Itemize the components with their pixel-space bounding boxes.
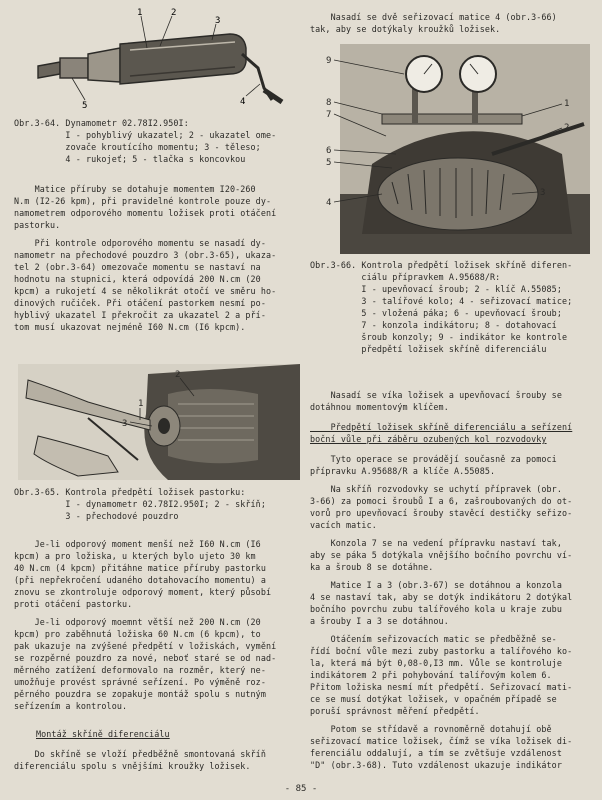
text-line: dinových ručiček. Při otáčení pastorkem nesmí po- [14, 298, 266, 308]
text-line: namometrem odporového momentu ložisek proti otáčení [14, 208, 277, 218]
text-line: "D" (obr.3-68). Tuto vzdálenost ukazuje indikátor [310, 760, 562, 770]
fig66-label-1: 1 [564, 99, 570, 109]
text-line: seřízením a kontrolou. [14, 701, 128, 711]
caption-line: 4 - rukojeť; 5 - tlačka s koncovkou [14, 154, 246, 164]
text-line: vacích matic. [310, 520, 377, 530]
text-line: Při kontrole odporového momentu se nasadí dy- [14, 238, 266, 248]
heading-line: Předpětí ložisek skříně diferenciálu a seřízení [310, 422, 573, 432]
caption-line: I - upevňovací šroub; 2 - klíč A.55085; [310, 284, 562, 294]
caption-line: Obr.3-65. Kontrola předpětí ložisek pastorku: [14, 487, 246, 497]
text-line: pěrného pouzdra se zopakuje montáž spolu s nutným [14, 689, 266, 699]
text-line: ferenciálu oddalují, a tím se zvětšuje vzdálenost [310, 748, 562, 758]
text-line: ce se musí dotýkat ložisek, v opačném případě se [310, 694, 557, 704]
text-line: se rozpěrné pouzdro za nové, neboť staré se od nad- [14, 653, 277, 663]
text-line: Tyto operace se provádějí současně za pomoci [310, 454, 557, 464]
text-line: Matice I a 3 (obr.3-67) se dotáhnou a konzola [310, 580, 562, 590]
text-line: diferenciálu spolu s vnějšími kroužky ložisek. [14, 761, 251, 771]
page-number: - 85 - [284, 784, 318, 794]
text-line: Potom se střídavě a rovnoměrně dotahují obě [310, 724, 552, 734]
caption-line: Obr.3-64. Dynamometr 02.78I2.950I: [14, 118, 189, 128]
text-line: tak, aby se dotýkaly kroužků ložisek. [310, 24, 501, 34]
text-line: (při nepřekročení udaného dotahovacího momentu) a [14, 575, 266, 585]
text-line: ka a šroub 8 se dotáhne. [310, 562, 434, 572]
text-line: Je-li odporový moemnt větší než 200 N.cm (20 [14, 617, 261, 627]
text-line: a šrouby I a 3 se dotáhnou. [310, 616, 449, 626]
fig66-label-6: 6 [326, 146, 332, 156]
fig66-label-3: 3 [540, 188, 546, 198]
text-line: Otáčením seřizovacích matic se předběžně se- [310, 634, 557, 644]
fig66-label-9: 9 [326, 56, 332, 66]
caption-line: I - dynamometr 02.78I2.950I; 2 - skříň; [14, 499, 266, 509]
text-line: la, která má být 0,08-0,I3 mm. Vůle se kontroluje [310, 658, 562, 668]
figure-3-64-dynamometer [20, 4, 290, 116]
figure-3-65-pinion-check [18, 364, 300, 480]
caption-line: zovače kroutícího momentu; 3 - těleso; [14, 142, 261, 152]
fig66-label-5: 5 [326, 158, 332, 168]
fig64-label-3: 3 [215, 16, 221, 26]
text-line: bočního povrchu zubu talířového kola u kraje zubu [310, 604, 562, 614]
text-line: Nasadí se víka ložisek a upevňovací šrouby se [310, 390, 562, 400]
text-line: 4 se nastaví tak, aby se dotýk indikátoru 2 dotýkal [310, 592, 573, 602]
fig66-label-8: 8 [326, 98, 332, 108]
text-line: řídí boční vůle mezi zuby pastorku a talířového ko- [310, 646, 573, 656]
fig66-label-7: 7 [326, 110, 332, 120]
text-line: indikátorem 2 při pohybování talířovým kolem 6. [310, 670, 552, 680]
fig65-label-2: 2 [175, 370, 181, 380]
caption-line: Obr.3-66. Kontrola předpětí ložisek skříně diferen- [310, 260, 573, 270]
text-line: měrného zatížení deformovalo na rozměr, který ne- [14, 665, 266, 675]
text-line: kpcm) pro zaběhnutá ložiska 60 N.cm (6 kpcm), to [14, 629, 261, 639]
caption-line: ciálu přípravkem A.95688/R: [310, 272, 501, 282]
fig65-label-3: 3 [122, 419, 128, 429]
text-line: Na skříň rozvodovky se uchytí přípravek (obr. [310, 484, 562, 494]
figure-3-66-preload-fixture [312, 44, 590, 254]
text-line: Matice příruby se dotahuje momentem I20-260 [14, 184, 256, 194]
caption-line: 3 - talířové kolo; 4 - seřizovací matice; [310, 296, 573, 306]
text-line: Nasadí se dvě seřizovací matice 4 (obr.3-66) [310, 12, 557, 22]
caption-line: 3 - přechodové pouzdro [14, 511, 179, 521]
text-line: tel 2 (obr.3-64) omezovače momentu se nastaví na [14, 262, 261, 272]
caption-line: 5 - vložená páka; 6 - upevňovací šroub; [310, 308, 562, 318]
section-heading: Montáž skříně diferenciálu [36, 729, 170, 739]
text-line: dotáhnou momentovým klíčem. [310, 402, 449, 412]
fig64-label-1: 1 [137, 8, 143, 18]
caption-line: 7 - konzola indikátoru; 8 - dotahovací [310, 320, 557, 330]
text-line: N.m (I2-26 kpm), při pravidelné kontrole pouze dy- [14, 196, 272, 206]
text-line: kpcm) a rukojetí 4 se několikrát otočí ve směru ho- [14, 286, 277, 296]
text-line: Je-li odporový moment menší než I60 N.cm (I6 [14, 539, 261, 549]
text-line: 3-66) za pomoci šroubů I a 6, zašroubovaných do ot- [310, 496, 573, 506]
text-line: pak ukazuje na zvýšené předpětí v ložiskách, vymění [14, 641, 277, 651]
text-line: Přitom ložiska nesmí mít předpětí. Seřizovací mati- [310, 682, 573, 692]
heading-line: boční vůle při záběru ozubených kol rozvodovky [310, 434, 547, 444]
text-line: proti otáčení pastorku. [14, 599, 133, 609]
caption-line: I - pohyblivý ukazatel; 2 - ukazatel ome- [14, 130, 277, 140]
text-line: poruší správnost měření předpětí. [310, 706, 480, 716]
caption-line: předpětí ložisek skříně diferenciálu [310, 344, 547, 354]
text-line: hyblivý ukazatel I překročit za ukazatel 2 a pří- [14, 310, 266, 320]
fig64-label-4: 4 [240, 97, 246, 107]
fig66-label-2: 2 [564, 123, 570, 133]
caption-line: šroub konzoly; 9 - indikátor ke kontrole [310, 332, 568, 342]
text-line: vorů pro upevňovací šrouby stavěcí destičky seřizo- [310, 508, 573, 518]
text-line: hodnotu na stupnici, která odpovídá 200 N.cm (20 [14, 274, 261, 284]
text-line: 40 N.cm (4 kpcm) přitáhne matice příruby pastorku [14, 563, 266, 573]
text-line: seřizovací matice ložisek, čímž se víka ložisek di- [310, 736, 573, 746]
fig64-label-2: 2 [171, 8, 177, 18]
text-line: Do skříně se vloží předběžně smontovaná skříň [14, 749, 266, 759]
text-line: kpcm) a pro ložiska, u kterých bylo ujeto 30 km [14, 551, 256, 561]
text-line: znovu se zkontroluje odporový moment, který působí [14, 587, 272, 597]
text-line: přípravku A.95688/R a klíče A.55085. [310, 466, 496, 476]
text-line: umožňuje provést správné seřízení. Po výměně roz- [14, 677, 266, 687]
fig65-label-1: 1 [138, 399, 144, 409]
text-line: Konzola 7 se na vedení přípravku nastaví tak, [310, 538, 562, 548]
fig64-label-5: 5 [82, 101, 88, 111]
text-line: aby se páka 5 dotýkala vnějšího bočního povrchu ví- [310, 550, 573, 560]
text-line: tom musí ukazovat nejméně I60 N.cm (I6 kpcm). [14, 322, 246, 332]
text-line: namometr na přechodové pouzdro 3 (obr.3-65), ukaza- [14, 250, 277, 260]
text-line: pastorku. [14, 220, 61, 230]
fig66-label-4: 4 [326, 198, 332, 208]
